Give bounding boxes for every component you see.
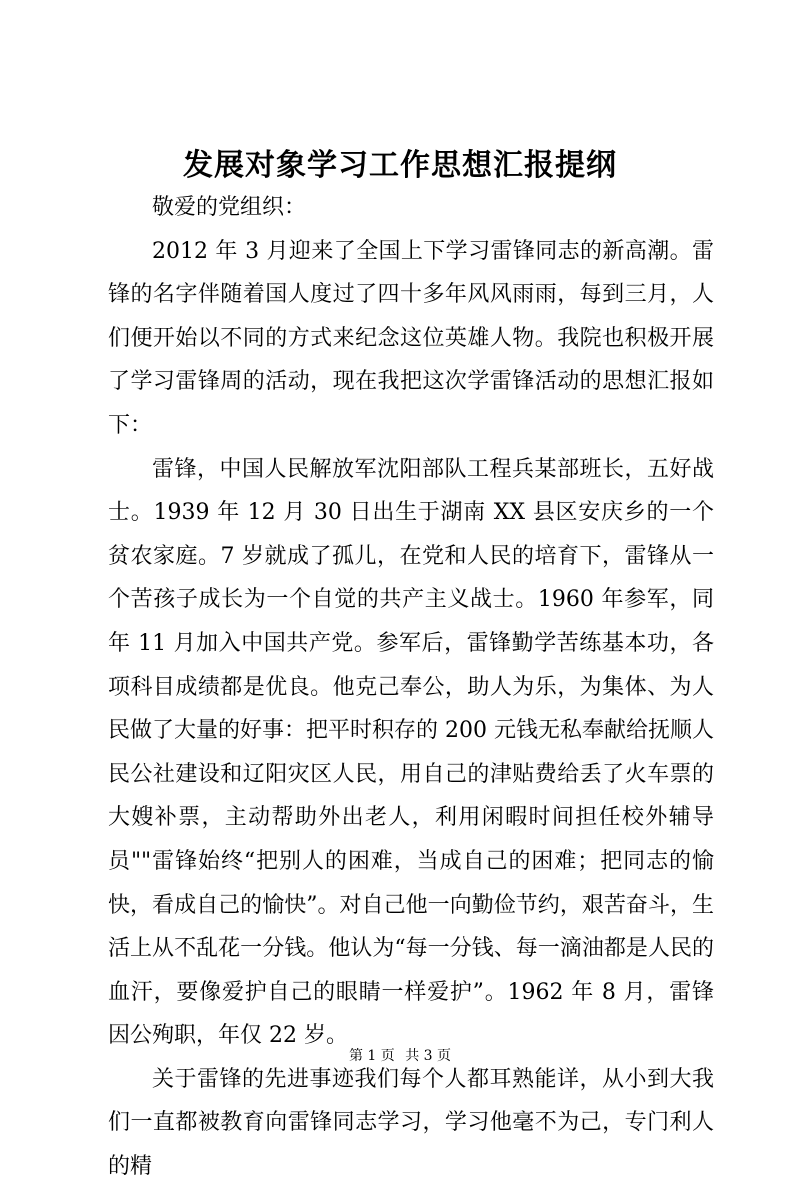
paragraph-intro: 2012 年 3 月迎来了全国上下学习雷锋同志的新高潮。雷锋的名字伴随着国人度过了四十多年风风雨雨，每到三月，人们便开始以不同的方式来纪念这位英雄人物。我院也积极开展了学习雷锋周的活动，现在我把这次学雷锋活动的思想汇报如下： bbox=[108, 238, 714, 438]
page-title: 发展对象学习工作思想汇报提纲 bbox=[183, 148, 617, 183]
page-footer bbox=[0, 1045, 800, 1065]
paragraph-biography: 雷锋，中国人民解放军沈阳部队工程兵某部班长，五好战士。1939 年 12 月 30 日出生于湖南 XX 县区安庆乡的一个贫农家庭。7 岁就成了孤儿，在党和人民的培育下，雷锋从一个苦孩子成长为一个自觉的共产主义战士。1960 年参军，同年 11 月加入中国共产党。参军后，雷锋勤学苦练基本功，各项科目成绩都是优良。他克己奉公，助人为乐，为集体、为人民做了大量的好事：把平时积存的 200 元钱无私奉献给抚顺人民公社建设和辽阳灾区人民，用自己的津贴费给丢了火车票的大嫂补票，主动帮助外出老人，利用闲暇时间担任校外辅导员""雷锋始终“把别人的困难，当成自己的困难；把同志的愉快，看成自己的愉快”。对自己他一向勤俭节约，艰苦奋斗，生活上从不乱花一分钱。他认为“每一分钱、每一滴油都是人民的血汗，要像爱护自己的眼睛一样爱护”。1962 年 8 月，雷锋因公殉职，年仅 22 岁。 bbox=[108, 456, 714, 1049]
document-body bbox=[108, 186, 714, 1189]
page-total: 共 3 页 bbox=[405, 1048, 452, 1064]
page-number: 第 1 页 bbox=[348, 1048, 395, 1064]
paragraph-reflection: 关于雷锋的先进事迹我们每个人都耳熟能详，从小到大我们一直都被教育向雷锋同志学习，学习他毫不为己，专门利人的精 bbox=[108, 1066, 714, 1180]
salutation: 敬爱的党组织： bbox=[152, 195, 307, 220]
